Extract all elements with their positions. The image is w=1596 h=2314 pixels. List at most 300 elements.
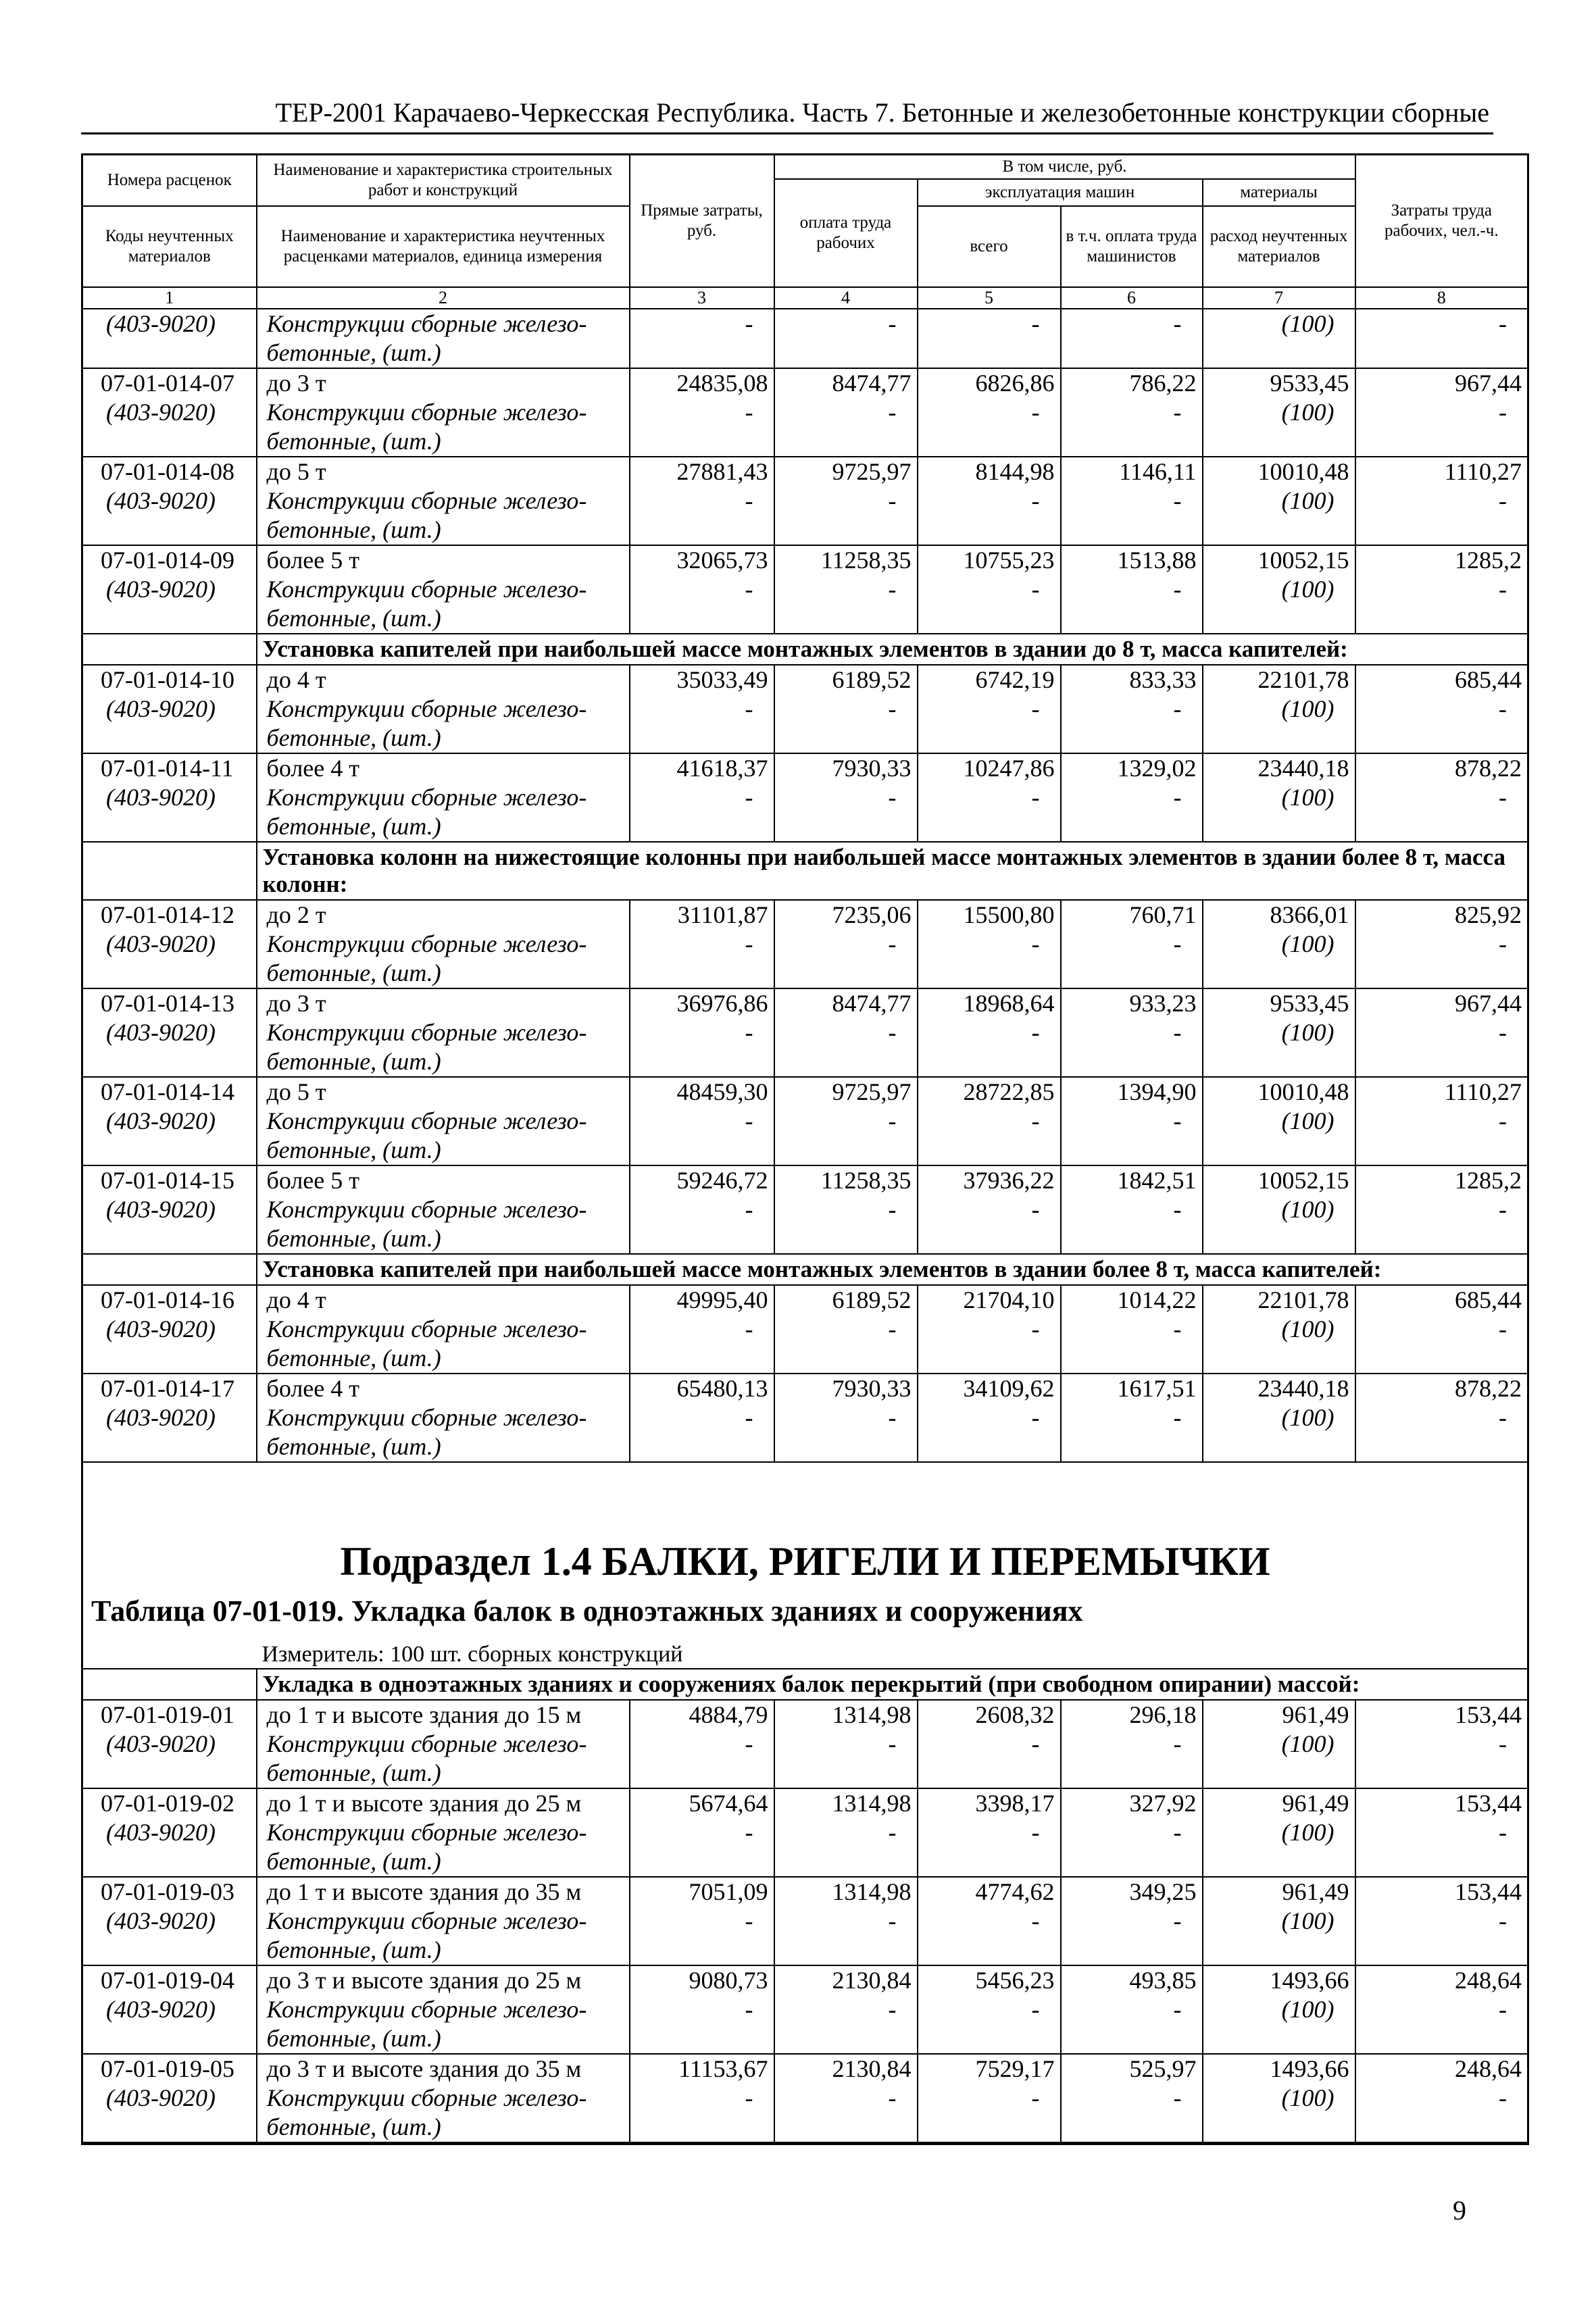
labor-hours: 153,44 [1355,1877,1528,1907]
section-heading-row [82,842,1528,900]
material-code: (403-9020) [82,1107,257,1136]
material-qty: (100) [1203,695,1355,724]
dash: - [1355,1315,1528,1344]
meter-text: Измеритель: 100 шт. сборных конструкций [257,1641,1355,1669]
section-heading: Установка колонн на нижестоящие колонны при наибольшей массе монтажных элементов в здании более 8 т, масса колонн: [257,842,1528,900]
dash: - [774,309,918,338]
dash: - [1355,930,1528,959]
machine-total: 6742,19 [918,665,1061,695]
materials-cost: 9533,45 [1203,988,1355,1018]
labor-pay: 2130,84 [774,1965,918,1995]
dash: - [1061,930,1203,959]
material-qty: (100) [1203,930,1355,959]
material-qty: (100) [1203,1730,1355,1759]
dash: - [630,1907,774,1936]
col-number: 6 [1061,287,1203,309]
labor-pay: 6189,52 [774,1285,918,1315]
rate-row [82,368,1528,398]
machine-total: 3398,17 [918,1788,1061,1818]
material-row [82,1403,1528,1432]
materials-cost: 23440,18 [1203,753,1355,783]
dash: - [774,1107,918,1136]
material-code: (403-9020) [82,575,257,604]
material-row [82,1995,1528,2024]
material-row-cont [82,1759,1528,1788]
dash: - [774,1315,918,1344]
materials-cost: 9533,45 [1203,368,1355,398]
dash: - [1061,309,1203,338]
material-code: (403-9020) [82,2084,257,2113]
dash: - [1061,575,1203,604]
rate-code: 07-01-014-07 [82,368,257,398]
direct-costs: 4884,79 [630,1700,774,1730]
operators-pay: 933,23 [1061,988,1203,1018]
rate-row [82,988,1528,1018]
material-name: Конструкции сборные железо- [257,1195,630,1224]
material-name: Конструкции сборные железо- [257,1995,630,2024]
head-machine-total: всего [918,206,1061,287]
dash: - [1061,1907,1203,1936]
col-number: 2 [257,287,630,309]
labor-hours: 1285,2 [1355,545,1528,575]
dash: - [774,930,918,959]
dash: - [774,575,918,604]
dash: - [1355,1818,1528,1847]
dash: - [918,695,1061,724]
material-name-cont: бетонные, (шт.) [257,515,630,545]
direct-costs: 65480,13 [630,1374,774,1403]
material-row [82,1195,1528,1224]
dash: - [630,486,774,515]
material-name: Конструкции сборные железо- [257,1907,630,1936]
rate-row [82,1965,1528,1995]
labor-hours: 878,22 [1355,753,1528,783]
material-code: (403-9020) [82,486,257,515]
dash: - [1061,1107,1203,1136]
dash: - [630,1818,774,1847]
materials-cost: 10010,48 [1203,457,1355,486]
material-code: (403-9020) [82,930,257,959]
material-row [82,930,1528,959]
rate-code: 07-01-014-12 [82,900,257,930]
material-code: (403-9020) [82,1907,257,1936]
rate-row [82,753,1528,783]
rate-code: 07-01-014-11 [82,753,257,783]
labor-hours: 1285,2 [1355,1165,1528,1195]
dash: - [1355,2084,1528,2113]
machine-total: 4774,62 [918,1877,1061,1907]
rate-row [82,1700,1528,1730]
dash: - [774,1907,918,1936]
material-name: Конструкции сборные железо- [257,2084,630,2113]
col-number: 3 [630,287,774,309]
material-row-cont [82,959,1528,988]
dash: - [774,695,918,724]
rate-row [82,1877,1528,1907]
rate-name: до 1 т и высоте здания до 25 м [257,1788,630,1818]
labor-hours: 248,64 [1355,1965,1528,1995]
material-row-cont [82,1136,1528,1165]
dash: - [774,783,918,812]
labor-hours: 153,44 [1355,1788,1528,1818]
labor-hours: 967,44 [1355,988,1528,1018]
dash: - [774,1018,918,1047]
section-heading: Установка капителей при наибольшей массе монтажных элементов в здании до 8 т, масса капителей: [257,634,1528,665]
dash: - [918,575,1061,604]
material-code: (403-9020) [82,1995,257,2024]
rate-name: до 4 т [257,665,630,695]
material-name-cont: бетонные, (шт.) [257,1344,630,1374]
dash: - [918,1315,1061,1344]
labor-pay: 1314,98 [774,1700,918,1730]
material-row [82,1107,1528,1136]
material-row [82,1018,1528,1047]
labor-pay: 9725,97 [774,457,918,486]
direct-costs: 32065,73 [630,545,774,575]
material-row [82,1818,1528,1847]
dash: - [630,575,774,604]
dash: - [630,1730,774,1759]
material-name-cont: бетонные, (шт.) [257,1847,630,1877]
labor-hours: 878,22 [1355,1374,1528,1403]
dash: - [630,1403,774,1432]
material-code: (403-9020) [82,1403,257,1432]
materials-cost: 22101,78 [1203,665,1355,695]
col-number: 5 [918,287,1061,309]
machine-total: 10755,23 [918,545,1061,575]
col-number: 1 [82,287,257,309]
rate-name: до 4 т [257,1285,630,1315]
material-name: Конструкции сборные железо- [257,1730,630,1759]
rate-name: до 1 т и высоте здания до 35 м [257,1877,630,1907]
section-heading-row [82,1669,1528,1700]
rate-row [82,1788,1528,1818]
table-header [82,155,1528,309]
section-heading-row [82,634,1528,665]
labor-pay: 1314,98 [774,1877,918,1907]
labor-pay: 9725,97 [774,1077,918,1107]
rates-table [81,153,1529,2145]
rate-name: более 5 т [257,1165,630,1195]
operators-pay: 493,85 [1061,1965,1203,1995]
material-row-cont [82,812,1528,842]
direct-costs: 35033,49 [630,665,774,695]
rate-name: до 3 т и высоте здания до 35 м [257,2054,630,2084]
material-name: Конструкции сборные железо- [257,930,630,959]
dash: - [774,1818,918,1847]
section-heading: Установка капителей при наибольшей массе монтажных элементов в здании более 8 т, масса капителей: [257,1254,1528,1285]
material-name-cont: бетонные, (шт.) [257,1047,630,1077]
dash: - [1355,1018,1528,1047]
dash: - [1061,398,1203,427]
material-name: Конструкции сборные железо- [257,1315,630,1344]
material-name: Конструкции сборные железо- [257,1018,630,1047]
rate-code: 07-01-014-08 [82,457,257,486]
page-number: 9 [1453,2195,1466,2225]
direct-costs: 5674,64 [630,1788,774,1818]
dash: - [774,2084,918,2113]
machine-total: 34109,62 [918,1374,1061,1403]
material-row-cont [82,1432,1528,1462]
head-materials: материалы [1203,179,1355,206]
labor-pay: 1314,98 [774,1788,918,1818]
dash: - [918,486,1061,515]
material-name-cont: бетонные, (шт.) [257,812,630,842]
dash: - [630,398,774,427]
rate-row [82,457,1528,486]
rate-code: 07-01-014-15 [82,1165,257,1195]
material-name: Конструкции сборные железо- [257,1403,630,1432]
head-labor-pay: оплата труда рабочих [774,179,918,287]
rate-row [82,2054,1528,2084]
material-code: (403-9020) [82,1818,257,1847]
head-direct-costs: Прямые затраты, руб. [630,155,774,288]
machine-total: 5456,23 [918,1965,1061,1995]
material-name-cont: бетонные, (шт.) [257,2113,630,2142]
material-name-cont: бетонные, (шт.) [257,1759,630,1788]
col-number: 8 [1355,287,1528,309]
dash: - [630,1107,774,1136]
meter-row [82,1641,1528,1669]
page-header-title: ТЕР-2001 Карачаево-Черкесская Республика. Часть 7. Бетонные и железобетонные конструкции сборные [275,97,1489,128]
dash: - [630,695,774,724]
dash: - [1061,1018,1203,1047]
direct-costs: 11153,67 [630,2054,774,2084]
material-name-cont: бетонные, (шт.) [257,724,630,753]
material-code: (403-9020) [82,783,257,812]
labor-hours: 825,92 [1355,900,1528,930]
dash: - [630,783,774,812]
material-row-cont [82,427,1528,457]
rate-code: 07-01-019-04 [82,1965,257,1995]
machine-total: 28722,85 [918,1077,1061,1107]
operators-pay: 1146,11 [1061,457,1203,486]
materials-cost: 961,49 [1203,1788,1355,1818]
head-operators-pay: в т.ч. оплата труда машинистов [1061,206,1203,287]
rate-name: до 2 т [257,900,630,930]
rate-code: 07-01-014-14 [82,1077,257,1107]
rate-code: 07-01-014-16 [82,1285,257,1315]
material-code: (403-9020) [82,398,257,427]
machine-total: 6826,86 [918,368,1061,398]
rate-row [82,665,1528,695]
material-qty: (100) [1203,1018,1355,1047]
material-row [82,1730,1528,1759]
rate-row [82,1165,1528,1195]
dash: - [1355,486,1528,515]
labor-hours: 1110,27 [1355,1077,1528,1107]
material-qty: (100) [1203,486,1355,515]
dash: - [630,2084,774,2113]
operators-pay: 1014,22 [1061,1285,1203,1315]
dash: - [630,930,774,959]
material-row-cont [82,338,1528,368]
rate-name: до 5 т [257,1077,630,1107]
operators-pay: 1617,51 [1061,1374,1203,1403]
dash: - [1355,1107,1528,1136]
dash: - [918,398,1061,427]
material-qty: (100) [1203,1195,1355,1224]
materials-cost: 10052,15 [1203,545,1355,575]
head-work-name: Наименование и характеристика строительных работ и конструкций [257,155,630,207]
dash: - [774,1995,918,2024]
rate-code: 07-01-019-03 [82,1877,257,1907]
material-row-cont [82,2113,1528,2142]
material-row [82,309,1528,338]
dash: - [1355,1195,1528,1224]
materials-cost: 961,49 [1203,1700,1355,1730]
rate-name: более 4 т [257,1374,630,1403]
material-qty: (100) [1203,1907,1355,1936]
dash: - [630,309,774,338]
dash: - [918,1907,1061,1936]
machine-total: 18968,64 [918,988,1061,1018]
dash: - [918,930,1061,959]
material-name-cont: бетонные, (шт.) [257,2024,630,2054]
dash: - [1355,783,1528,812]
operators-pay: 1513,88 [1061,545,1203,575]
material-name: Конструкции сборные железо- [257,575,630,604]
dash: - [918,1403,1061,1432]
rate-code: 07-01-014-09 [82,545,257,575]
dash: - [1355,575,1528,604]
dash: - [1061,1730,1203,1759]
dash: - [630,1018,774,1047]
labor-pay: 11258,35 [774,545,918,575]
dash: - [630,1195,774,1224]
material-qty: (100) [1203,309,1355,338]
dash: - [918,1107,1061,1136]
machine-total: 2608,32 [918,1700,1061,1730]
rate-row [82,900,1528,930]
rate-name: до 3 т [257,988,630,1018]
head-including: В том числе, руб. [774,155,1355,180]
material-qty: (100) [1203,783,1355,812]
rate-row [82,1374,1528,1403]
material-name: Конструкции сборные железо- [257,1107,630,1136]
dash: - [1355,1995,1528,2024]
material-code: (403-9020) [82,309,257,338]
materials-cost: 1493,66 [1203,2054,1355,2084]
operators-pay: 1329,02 [1061,753,1203,783]
machine-total: 37936,22 [918,1165,1061,1195]
material-qty: (100) [1203,398,1355,427]
rate-row [82,545,1528,575]
material-name: Конструкции сборные железо- [257,398,630,427]
material-qty: (100) [1203,2084,1355,2113]
rate-code: 07-01-014-13 [82,988,257,1018]
dash: - [1061,1403,1203,1432]
dash: - [1355,695,1528,724]
material-row-cont [82,724,1528,753]
material-qty: (100) [1203,575,1355,604]
dash: - [1355,1730,1528,1759]
head-labor-hours: Затраты труда рабочих, чел.-ч. [1355,155,1528,288]
material-row [82,575,1528,604]
materials-cost: 961,49 [1203,1877,1355,1907]
materials-cost: 10052,15 [1203,1165,1355,1195]
material-name-cont: бетонные, (шт.) [257,959,630,988]
material-name: Конструкции сборные железо- [257,783,630,812]
material-name-cont: бетонные, (шт.) [257,1224,630,1254]
material-row-cont [82,604,1528,634]
operators-pay: 1394,90 [1061,1077,1203,1107]
dash: - [918,783,1061,812]
rate-code: 07-01-019-02 [82,1788,257,1818]
operators-pay: 296,18 [1061,1700,1203,1730]
dash: - [1061,486,1203,515]
material-name-cont: бетонные, (шт.) [257,338,630,368]
rate-name: до 1 т и высоте здания до 15 м [257,1700,630,1730]
dash: - [1355,309,1528,338]
machine-total: 15500,80 [918,900,1061,930]
labor-pay: 8474,77 [774,988,918,1018]
machine-total: 7529,17 [918,2054,1061,2084]
material-name: Конструкции сборные железо- [257,486,630,515]
material-row-cont [82,1344,1528,1374]
labor-hours: 967,44 [1355,368,1528,398]
direct-costs: 41618,37 [630,753,774,783]
materials-cost: 23440,18 [1203,1374,1355,1403]
dash: - [918,1995,1061,2024]
head-rate-numbers: Номера расценок [82,155,257,207]
material-row [82,398,1528,427]
dash: - [918,309,1061,338]
direct-costs: 27881,43 [630,457,774,486]
machine-total: 10247,86 [918,753,1061,783]
material-row-cont [82,1224,1528,1254]
labor-pay: 8474,77 [774,368,918,398]
dash: - [1061,1995,1203,2024]
material-name: Конструкции сборные железо- [257,309,630,338]
rate-code: 07-01-014-10 [82,665,257,695]
material-code: (403-9020) [82,1018,257,1047]
material-name-cont: бетонные, (шт.) [257,1936,630,1965]
labor-pay: 11258,35 [774,1165,918,1195]
materials-cost: 22101,78 [1203,1285,1355,1315]
subsection-row [82,1462,1528,1580]
rate-name: более 4 т [257,753,630,783]
machine-total: 8144,98 [918,457,1061,486]
rate-name: до 5 т [257,457,630,486]
material-qty: (100) [1203,1995,1355,2024]
dash: - [1355,1907,1528,1936]
materials-cost: 8366,01 [1203,900,1355,930]
direct-costs: 31101,87 [630,900,774,930]
col-number: 4 [774,287,918,309]
material-name-cont: бетонные, (шт.) [257,427,630,457]
head-materials-use: расход неучтенных материалов [1203,206,1355,287]
dash: - [1061,783,1203,812]
material-row-cont [82,1047,1528,1077]
dash: - [1061,1315,1203,1344]
rate-row [82,1285,1528,1315]
materials-cost: 10010,48 [1203,1077,1355,1107]
material-row [82,2084,1528,2113]
material-row [82,486,1528,515]
material-row [82,1315,1528,1344]
machine-total: 21704,10 [918,1285,1061,1315]
page-header [81,95,1493,134]
material-row-cont [82,1936,1528,1965]
direct-costs: 36976,86 [630,988,774,1018]
direct-costs: 24835,08 [630,368,774,398]
section-heading-row [82,1254,1528,1285]
dash: - [1061,695,1203,724]
dash: - [1061,2084,1203,2113]
table-body [82,309,1528,2144]
material-name: Конструкции сборные железо- [257,695,630,724]
